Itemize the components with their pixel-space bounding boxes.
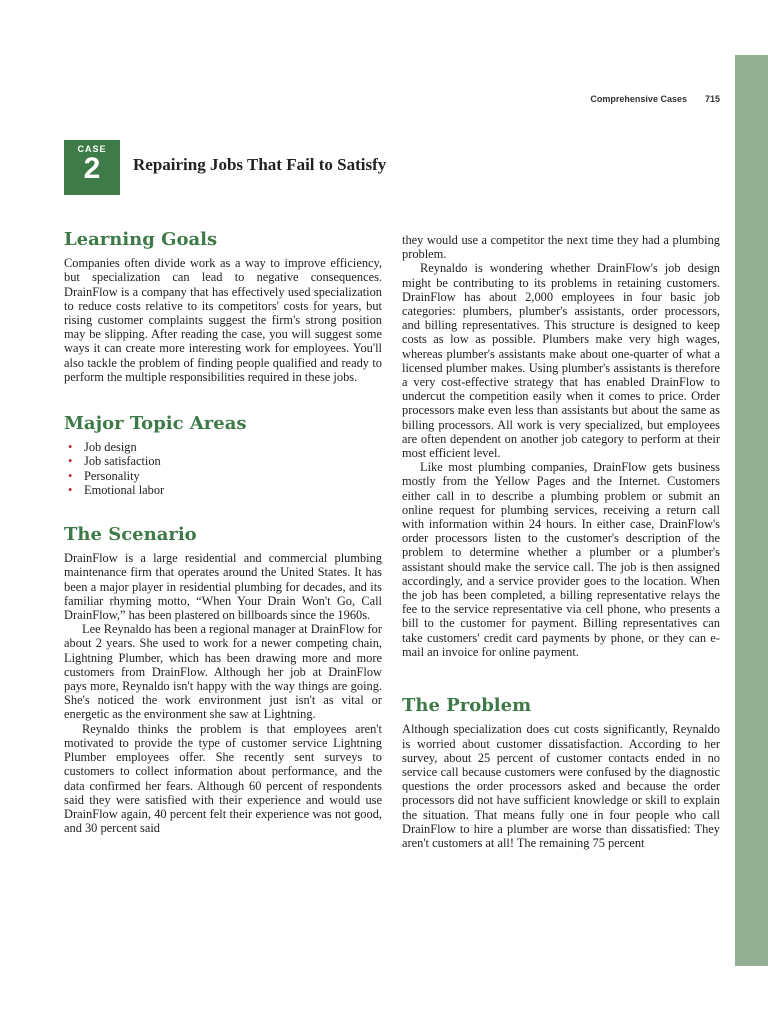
topic-item: • Emotional labor — [84, 483, 382, 497]
scenario-paragraph: Reynaldo is wondering whether DrainFlow's job design might be contributing to its problems in retaining customers. DrainFlow has about 2,000 employees in four basic job categories: plumbers, plumber's assistants, order processors, and billing representatives. This structure is designed to keep costs as low as possible. Plumbers make very high wages, whereas plumber's assistants make about one-quarter of what a licensed plumber makes. Using plumber's assistants is therefore a very cost-effective strategy that has enabled DrainFlow to undercut the competition easily when it comes to price. Order processors make even less than assistants but about the same as billing processors. All work is very specialized, but employees are often dependent on another job category to perform at their most efficient level. — [402, 261, 720, 461]
problem-text: Although specialization does cut costs significantly, Reynaldo is worried about customer dissatisfaction. According to her survey, about 25 percent of customer contacts ended in no service call because customers were confused by the diagnostic questions the order processors asked and because the order processors did not have sufficient knowledge or skill to explain the situation. That means fully one in four people who call DrainFlow to hire a plumber are worse than dissatisfied: They aren't customers at all! The remaining 75 percent — [402, 722, 720, 850]
left-column — [64, 229, 382, 836]
problem-heading: The Problem — [402, 695, 532, 717]
topic-item: • Personality — [84, 469, 382, 483]
topic-item: • Job design — [84, 440, 382, 454]
learning-goals-heading: Learning Goals — [64, 229, 218, 250]
scenario-paragraph: Reynaldo thinks the problem is that employees aren't motivated to provide the type of customer service Lightning Plumber employees offer. She recently sent surveys to customers to collect information about performance, and the data confirmed her fears. Although 60 percent of respondents said they were satisfied with their experience and would use DrainFlow again, 40 percent felt their experience was not good, and 30 percent said — [64, 721, 382, 836]
scenario-heading: The Scenario — [64, 524, 197, 546]
page-number: 715 — [704, 94, 720, 104]
scenario-paragraph: DrainFlow is a large residential and commercial plumbing maintenance firm that operates around the United States. It has been a major player in residential plumbing for decades, and its familiar rhyming motto, “When Your Drain Won't Go, Call DrainFlow,” has been plastered on billboards since the 1960s. — [64, 551, 382, 623]
scenario-paragraph: Like most plumbing companies, DrainFlow gets business mostly from the Yellow Pages and the Internet. Customers either call in to describe a plumbing problem or submit an online request for plumbing services, receiving a return call with information within 24 hours. In either case, DrainFlow's order processors listen to the customer's description of the problem to determine whether a plumber or a plumber's assistant should make the service call. The job is then assigned accordingly, and a service provider goes to the location. When the job has been completed, a billing representative relays the fee to the service representative via cell phone, who presents a bill to the customer for payment. Billing representatives can take customers' credit card payments by phone, or they can e-mail an invoice for online payment. — [402, 460, 720, 659]
page-edge-bar — [735, 55, 768, 966]
learning-goals-text: Companies often divide work as a way to improve efficiency, but specialization can lead to negative consequences. DrainFlow is a company that has effectively used specialization to reduce costs relative to its competitors' costs for years, but rising customer complaints suggest the firm's strong position may be slipping. After reading the case, you will suggest some ways it can create more interesting work for employees. You'll also tackle the problem of finding people qualified and ready to perform the multiple responsibilities required in these jobs. — [64, 256, 382, 384]
major-topics-heading: Major Topic Areas — [64, 413, 247, 435]
running-head — [560, 94, 720, 104]
case-number: 2 — [83, 152, 101, 185]
right-column — [402, 233, 720, 850]
topic-item: • Job satisfaction — [84, 454, 382, 468]
case-label: CASE — [77, 144, 107, 154]
scenario-continued: they would use a competitor the next time they had a plumbing problem. — [402, 233, 720, 262]
case-badge — [64, 140, 120, 195]
topic-list — [64, 440, 382, 497]
case-title: Repairing Jobs That Fail to Satisfy — [133, 155, 387, 174]
scenario-paragraph: Lee Reynaldo has been a regional manager at DrainFlow for about 2 years. She used to work for a newer competing chain, Lightning Plumber, which has been drawing more and more customers from DrainFlow. Although her job at DrainFlow pays more, Reynaldo isn't happy with the way things are going. She's noticed the work environment just isn't as vital or energetic as the environment she saw at Lightning. — [64, 622, 382, 722]
running-head-section: Comprehensive Cases — [590, 94, 687, 104]
